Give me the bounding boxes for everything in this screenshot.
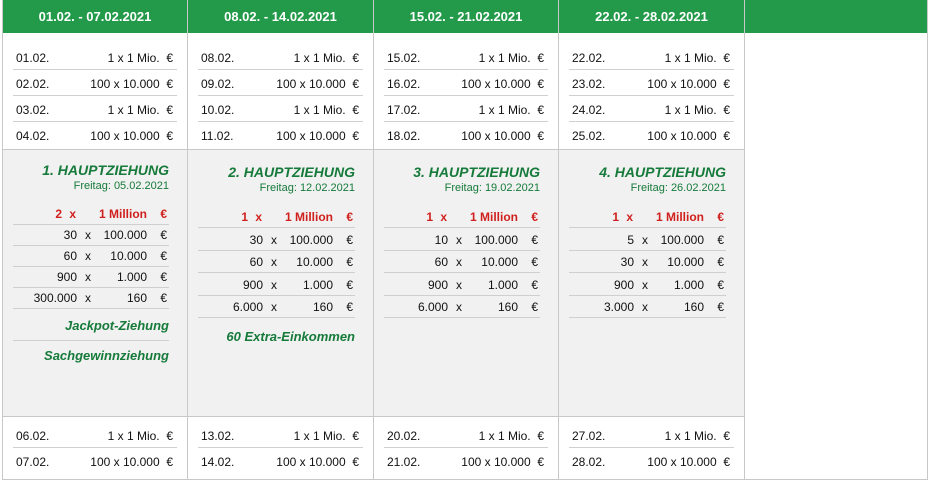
day-date: 27.02. bbox=[572, 429, 606, 443]
day-row bbox=[384, 422, 548, 448]
week-header: 22.02. - 28.02.2021 bbox=[559, 0, 744, 33]
prize-count: 60 bbox=[63, 249, 77, 263]
prize-times: x bbox=[85, 270, 91, 284]
day-date: 15.02. bbox=[387, 51, 421, 65]
prize-euro: € bbox=[531, 255, 538, 269]
empty-column bbox=[744, 0, 928, 480]
prize-row bbox=[569, 229, 726, 251]
prize-euro: € bbox=[717, 277, 724, 292]
draw-title: 2. HAUPTZIEHUNG bbox=[228, 164, 355, 180]
day-prize: 1 x 1 Mio. € bbox=[664, 51, 730, 65]
prize-euro: € bbox=[531, 300, 538, 314]
day-date: 22.02. bbox=[572, 51, 606, 65]
prize-count: 6.000 bbox=[417, 300, 448, 314]
draw-title: 4. HAUPTZIEHUNG bbox=[599, 164, 726, 180]
prize-amount: 10.000 bbox=[296, 255, 333, 269]
prize-amount: 100.000 bbox=[289, 232, 333, 247]
prize-times: x bbox=[69, 207, 76, 221]
week-column bbox=[2, 0, 187, 480]
prize-count: 900 bbox=[613, 277, 634, 292]
day-row bbox=[384, 44, 548, 70]
main-draw-panel bbox=[3, 149, 187, 417]
day-date: 06.02. bbox=[16, 429, 50, 443]
prize-amount: 160 bbox=[683, 300, 704, 314]
day-date: 16.02. bbox=[387, 77, 421, 91]
day-date: 13.02. bbox=[201, 429, 235, 443]
day-prize: 100 x 10.000 € bbox=[276, 455, 359, 469]
prize-amount: 10.000 bbox=[667, 255, 704, 269]
day-date: 11.02. bbox=[201, 129, 234, 143]
day-date: 18.02. bbox=[387, 129, 421, 143]
day-date: 20.02. bbox=[387, 429, 421, 443]
day-row bbox=[13, 96, 177, 122]
draw-date: Freitag: 05.02.2021 bbox=[73, 180, 169, 192]
prize-euro: € bbox=[531, 277, 538, 292]
day-row bbox=[13, 422, 177, 448]
day-prize: 100 x 10.000 € bbox=[647, 129, 730, 143]
day-prize: 100 x 10.000 € bbox=[647, 77, 730, 91]
top-prize-row bbox=[198, 206, 355, 228]
prize-times: x bbox=[271, 277, 277, 292]
week-header: 15.02. - 21.02.2021 bbox=[374, 0, 558, 33]
prize-euro: € bbox=[717, 232, 724, 247]
prize-row bbox=[13, 266, 169, 288]
prize-euro: € bbox=[160, 249, 167, 263]
extras-separator bbox=[13, 340, 169, 341]
day-prize: 100 x 10.000 € bbox=[461, 129, 544, 143]
prize-row bbox=[13, 245, 169, 267]
prize-euro: € bbox=[717, 255, 724, 269]
prize-euro: € bbox=[717, 210, 724, 224]
day-row bbox=[569, 448, 734, 474]
day-row bbox=[198, 44, 363, 70]
day-prize: 100 x 10.000 € bbox=[276, 77, 359, 91]
day-row bbox=[13, 70, 177, 96]
prize-times: x bbox=[626, 210, 633, 224]
prize-times: x bbox=[642, 300, 648, 314]
day-row bbox=[569, 70, 734, 96]
day-date: 09.02. bbox=[201, 77, 235, 91]
prize-count: 1 bbox=[612, 210, 619, 224]
prize-count: 2 bbox=[55, 207, 62, 221]
prize-times: x bbox=[456, 232, 462, 247]
prize-amount: 100.000 bbox=[103, 228, 147, 242]
day-prize: 100 x 10.000 € bbox=[90, 129, 173, 143]
prize-count: 3.000 bbox=[603, 300, 634, 314]
top-prize-row bbox=[569, 206, 726, 228]
day-row bbox=[569, 96, 734, 122]
prize-euro: € bbox=[717, 300, 724, 314]
prize-euro: € bbox=[346, 232, 353, 247]
prize-times: x bbox=[440, 210, 447, 224]
day-prize: 1 x 1 Mio. € bbox=[107, 51, 173, 65]
prize-euro: € bbox=[160, 291, 167, 305]
draw-date: Freitag: 19.02.2021 bbox=[444, 182, 540, 194]
prize-row bbox=[198, 229, 355, 251]
prize-times: x bbox=[456, 300, 462, 314]
prize-times: x bbox=[271, 255, 277, 269]
prize-row bbox=[13, 224, 169, 246]
prize-times: x bbox=[271, 232, 277, 247]
prize-count: 30 bbox=[63, 228, 77, 242]
week-column bbox=[373, 0, 558, 480]
prize-euro: € bbox=[160, 228, 167, 242]
day-row bbox=[569, 44, 734, 70]
prize-times: x bbox=[642, 277, 648, 292]
prize-count: 60 bbox=[249, 255, 263, 269]
top-prize-row bbox=[384, 206, 540, 228]
prize-amount: 1 Million bbox=[470, 210, 518, 224]
prize-amount: 1.000 bbox=[487, 277, 518, 292]
empty-column-header bbox=[745, 0, 927, 33]
day-row bbox=[13, 448, 177, 474]
day-prize: 1 x 1 Mio. € bbox=[664, 103, 730, 117]
day-row bbox=[384, 122, 548, 148]
day-prize: 1 x 1 Mio. € bbox=[478, 103, 544, 117]
day-row bbox=[198, 122, 363, 148]
prize-euro: € bbox=[346, 277, 353, 292]
prize-count: 900 bbox=[242, 277, 263, 292]
prize-times: x bbox=[271, 300, 277, 314]
day-prize: 1 x 1 Mio. € bbox=[293, 103, 359, 117]
day-row bbox=[198, 70, 363, 96]
prize-row bbox=[198, 251, 355, 273]
prize-euro: € bbox=[531, 232, 538, 247]
prize-count: 10 bbox=[434, 232, 448, 247]
day-date: 02.02. bbox=[16, 77, 50, 91]
prize-count: 5 bbox=[627, 232, 634, 247]
day-date: 21.02. bbox=[387, 455, 421, 469]
day-row bbox=[198, 422, 363, 448]
prize-amount: 10.000 bbox=[481, 255, 518, 269]
day-prize: 1 x 1 Mio. € bbox=[293, 51, 359, 65]
day-date: 01.02. bbox=[16, 51, 50, 65]
day-prize: 1 x 1 Mio. € bbox=[107, 429, 173, 443]
day-row bbox=[13, 122, 177, 148]
prize-count: 900 bbox=[56, 270, 77, 284]
prize-row bbox=[569, 251, 726, 273]
day-date: 28.02. bbox=[572, 455, 606, 469]
day-prize: 100 x 10.000 € bbox=[461, 455, 544, 469]
day-row bbox=[13, 44, 177, 70]
day-prize: 100 x 10.000 € bbox=[647, 455, 730, 469]
day-row bbox=[198, 96, 363, 122]
prize-euro: € bbox=[531, 210, 538, 224]
prize-row bbox=[384, 229, 540, 251]
main-draw-panel bbox=[559, 149, 744, 417]
day-prize: 1 x 1 Mio. € bbox=[478, 51, 544, 65]
day-prize: 1 x 1 Mio. € bbox=[107, 103, 173, 117]
prize-count: 1 bbox=[426, 210, 433, 224]
week-column bbox=[187, 0, 373, 480]
prize-row bbox=[198, 296, 355, 318]
prize-amount: 1 Million bbox=[656, 210, 704, 224]
draw-date: Freitag: 12.02.2021 bbox=[259, 182, 355, 194]
day-prize: 100 x 10.000 € bbox=[461, 77, 544, 91]
prize-count: 6.000 bbox=[232, 300, 263, 314]
prize-times: x bbox=[85, 228, 91, 242]
prize-amount: 160 bbox=[312, 300, 333, 314]
prize-times: x bbox=[642, 255, 648, 269]
week-header: 08.02. - 14.02.2021 bbox=[188, 0, 373, 33]
day-prize: 100 x 10.000 € bbox=[90, 77, 173, 91]
day-date: 03.02. bbox=[16, 103, 50, 117]
day-date: 14.02. bbox=[201, 455, 235, 469]
day-date: 10.02. bbox=[201, 103, 235, 117]
draw-title: 3. HAUPTZIEHUNG bbox=[413, 164, 540, 180]
day-prize: 1 x 1 Mio. € bbox=[664, 429, 730, 443]
day-row bbox=[384, 96, 548, 122]
prize-times: x bbox=[85, 249, 91, 263]
day-row bbox=[384, 70, 548, 96]
prize-count: 900 bbox=[427, 277, 448, 292]
prize-euro: € bbox=[160, 270, 167, 284]
day-prize: 100 x 10.000 € bbox=[276, 129, 359, 143]
prize-amount: 100.000 bbox=[660, 232, 704, 247]
prize-times: x bbox=[255, 210, 262, 224]
prize-amount: 1 Million bbox=[285, 210, 333, 224]
draw-date: Freitag: 26.02.2021 bbox=[630, 182, 726, 194]
prize-amount: 1.000 bbox=[302, 277, 333, 292]
prize-euro: € bbox=[346, 255, 353, 269]
prize-amount: 160 bbox=[497, 300, 518, 314]
extra-draw-label: 60 Extra-Einkommen bbox=[226, 328, 355, 344]
prize-row bbox=[569, 274, 726, 296]
week-column bbox=[558, 0, 744, 480]
extra-draw-label: Sachgewinnziehung bbox=[44, 348, 169, 363]
prize-amount: 1.000 bbox=[116, 270, 147, 284]
prize-euro: € bbox=[160, 207, 167, 221]
prize-amount: 160 bbox=[126, 291, 147, 305]
prize-euro: € bbox=[346, 300, 353, 314]
main-draw-panel bbox=[374, 149, 558, 417]
prize-euro: € bbox=[346, 210, 353, 224]
prize-count: 30 bbox=[620, 255, 634, 269]
day-date: 07.02. bbox=[16, 455, 50, 469]
prize-count: 60 bbox=[434, 255, 448, 269]
prize-times: x bbox=[456, 277, 462, 292]
prize-row bbox=[384, 251, 540, 273]
day-date: 23.02. bbox=[572, 77, 606, 91]
prize-times: x bbox=[85, 291, 91, 305]
extra-draw-label: Jackpot-Ziehung bbox=[64, 318, 169, 333]
prize-times: x bbox=[456, 255, 462, 269]
day-row bbox=[198, 448, 363, 474]
day-prize: 100 x 10.000 € bbox=[90, 455, 173, 469]
prize-amount: 1 Million bbox=[99, 207, 147, 221]
prize-amount: 100.000 bbox=[474, 232, 518, 247]
prize-amount: 10.000 bbox=[110, 249, 147, 263]
main-draw-panel bbox=[188, 149, 373, 417]
prize-row bbox=[569, 296, 726, 318]
draw-title: 1. HAUPTZIEHUNG bbox=[42, 162, 169, 178]
day-date: 08.02. bbox=[201, 51, 235, 65]
prize-count: 30 bbox=[249, 232, 263, 247]
top-prize-row bbox=[13, 203, 169, 225]
prize-row bbox=[384, 274, 540, 296]
prize-count: 1 bbox=[241, 210, 248, 224]
prize-count: 300.000 bbox=[33, 291, 77, 305]
day-prize: 1 x 1 Mio. € bbox=[478, 429, 544, 443]
day-row bbox=[569, 122, 734, 148]
day-row bbox=[569, 422, 734, 448]
prize-amount: 1.000 bbox=[673, 277, 704, 292]
day-date: 25.02. bbox=[572, 129, 606, 143]
day-row bbox=[384, 448, 548, 474]
day-prize: 1 x 1 Mio. € bbox=[293, 429, 359, 443]
day-date: 24.02. bbox=[572, 103, 606, 117]
prize-row bbox=[13, 287, 169, 309]
day-date: 17.02. bbox=[387, 103, 421, 117]
week-header: 01.02. - 07.02.2021 bbox=[3, 0, 187, 33]
prize-row bbox=[384, 296, 540, 318]
prize-times: x bbox=[642, 232, 648, 247]
prize-row bbox=[198, 274, 355, 296]
day-date: 04.02. bbox=[16, 129, 50, 143]
board-bottom-border bbox=[2, 479, 928, 480]
